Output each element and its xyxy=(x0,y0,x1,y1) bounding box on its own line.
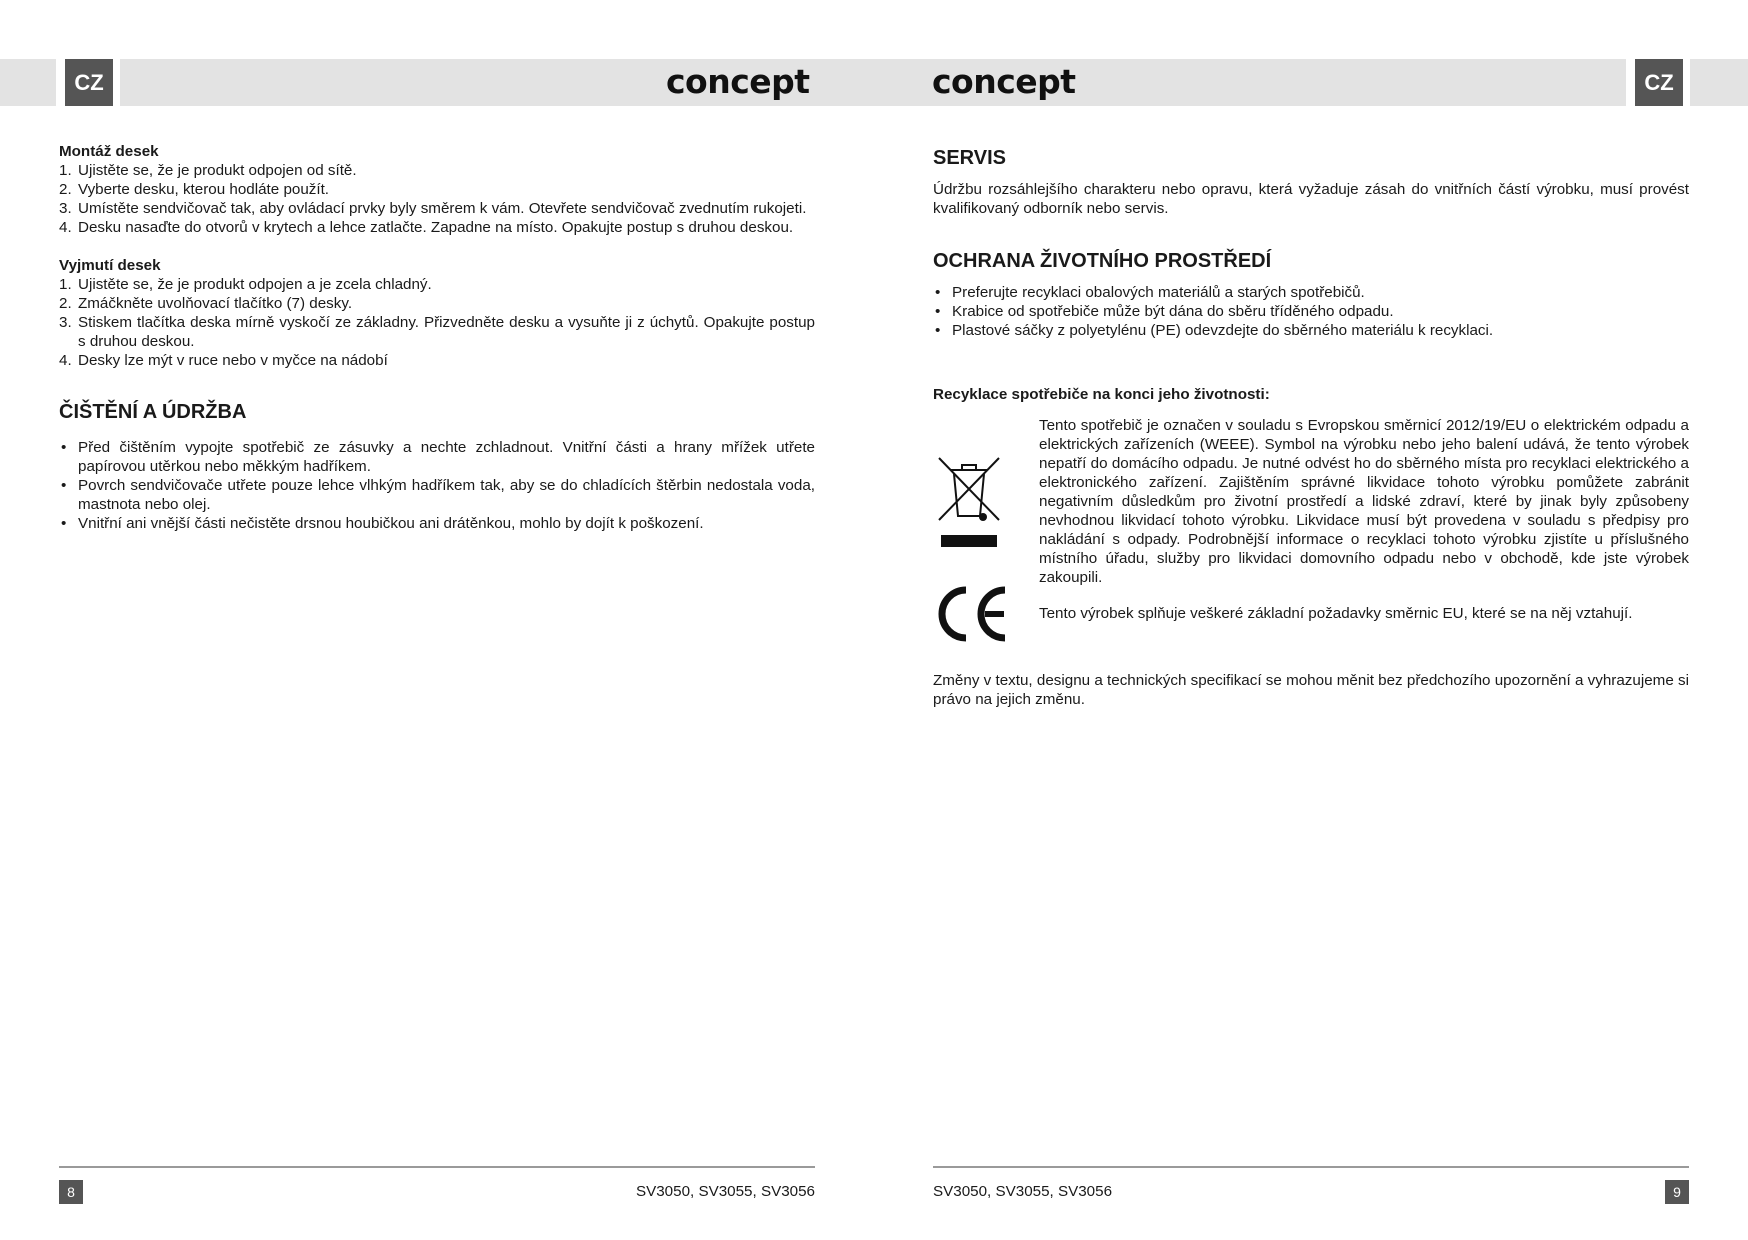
assembly-heading: Montáž desek xyxy=(59,143,159,160)
list-item: 3. Stiskem tlačítka deska mírně vyskočí ze základny. Přizvedněte desku a vysuňte ji z úchytů. Opakujte postup s druhou deskou. xyxy=(59,314,815,350)
list-item: • Krabice od spotřebiče může být dána do sběru tříděného odpadu. xyxy=(933,302,1689,321)
service-heading: SERVIS xyxy=(933,147,1006,169)
ce-mark-icon xyxy=(933,586,1009,642)
list-item: 2. Vyberte desku, kterou hodláte použít. xyxy=(59,181,330,198)
list-item: 3. Umístěte sendvičovač tak, aby ovládací prvky byly směrem k vám. Otevřete sendvičovač zvednutím rukojeti. xyxy=(59,200,807,217)
list-item: 1. Ujistěte se, že je produkt odpojen od sítě. xyxy=(59,162,357,179)
ce-text: Tento výrobek splňuje veškeré základní požadavky směrnic EU, které se na něj vztahují. xyxy=(1039,605,1633,622)
model-numbers-right: SV3050, SV3055, SV3056 xyxy=(933,1183,1113,1200)
assembly-list xyxy=(59,161,815,237)
page-number-left: 8 xyxy=(59,1180,83,1204)
footer-rule-left xyxy=(59,1166,815,1168)
list-item: • Plastové sáčky z polyetylénu (PE) odevzdejte do sběrného materiálu k recyklaci. xyxy=(933,321,1689,340)
weee-block xyxy=(933,416,1689,586)
header-band-right xyxy=(1690,59,1748,106)
weee-crossed-bin-icon xyxy=(933,452,1005,552)
header-band-center xyxy=(120,59,1626,106)
list-item: 4. Desky lze mýt v ruce nebo v myčce na nádobí xyxy=(59,352,388,369)
list-item: • Vnitřní ani vnější části nečistěte drsnou houbičkou ani drátěnkou, mohlo by dojít k poškození. xyxy=(59,514,815,533)
right-page xyxy=(933,146,1689,709)
service-text: Údržbu rozsáhlejšího charakteru nebo opravu, která vyžaduje zásah do vnitřních částí výrobku, musí provést kvalifikovaný odborník nebo servis. xyxy=(933,181,1689,217)
recycling-heading: Recyklace spotřebiče na konci jeho životnosti: xyxy=(933,386,1270,403)
language-badge-left: CZ xyxy=(65,59,113,106)
left-page xyxy=(59,142,815,533)
list-item: • Povrch sendvičovače utřete pouze lehce vlhkým hadříkem tak, aby se do chladících štěrbin nedostala voda, mastnota nebo olej. xyxy=(59,476,815,514)
removal-heading: Vyjmutí desek xyxy=(59,257,161,274)
list-item: • Preferujte recyklaci obalových materiálů a starých spotřebičů. xyxy=(933,283,1689,302)
cleaning-list xyxy=(59,438,815,533)
page-number-right: 9 xyxy=(1665,1180,1689,1204)
header-band-left xyxy=(0,59,56,106)
cleaning-heading: ČIŠTĚNÍ A ÚDRŽBA xyxy=(59,401,247,423)
list-item: 1. Ujistěte se, že je produkt odpojen a je zcela chladný. xyxy=(59,276,432,293)
list-item: 2. Zmáčkněte uvolňovací tlačítko (7) desky. xyxy=(59,295,353,312)
brand-logo-left: concept xyxy=(666,62,810,101)
changes-notice: Změny v textu, designu a technických specifikací se mohou měnit bez předchozího upozornění a vyhrazujeme si právo na jejich změnu. xyxy=(933,672,1689,708)
list-item: 4. Desku nasaďte do otvorů v krytech a lehce zatlačte. Zapadne na místo. Opakujte postup s druhou deskou. xyxy=(59,219,794,236)
environment-list xyxy=(933,283,1689,340)
brand-logo-right: concept xyxy=(932,62,1076,101)
ce-block xyxy=(933,586,1689,646)
list-item: • Před čištěním vypojte spotřebič ze zásuvky a nechte zchladnout. Vnitřní části a hrany mřížek utřete papírovou utěrkou nebo měkkým hadříkem. xyxy=(59,438,815,476)
model-numbers-left: SV3050, SV3055, SV3056 xyxy=(635,1183,815,1200)
language-badge-right: CZ xyxy=(1635,59,1683,106)
weee-text: Tento spotřebič je označen v souladu s Evropskou směrnicí 2012/19/EU o elektrickém odpadu a elektrických zařízeních (WEEE). Symbol na výrobku nebo jeho balení udává, že tento výrobek nepatří do domácího odpadu. Je nutné odvést ho do sběrného místa pro recyklaci elektrického a elektronického zařízení. Zajištěním správné likvidace tohoto výrobku pomůžete zabránit negativním důsledkům pro životní prostředí a lidské zdraví, které by jinak byly způsobeny nevhodnou likvidací tohoto výrobku. Likvidace musí být provedena v souladu s předpisy pro nakládání s odpady. Podrobnější informace o recyklaci tohoto výrobku zjistíte u příslušného místního úřadu, služby pro likvidaci domovního odpadu nebo v obchodě, kde jste výrobek zakoupili. xyxy=(1039,417,1689,586)
removal-list xyxy=(59,275,815,370)
environment-heading: OCHRANA ŽIVOTNÍHO PROSTŘEDÍ xyxy=(933,250,1272,272)
footer-rule-right xyxy=(933,1166,1689,1168)
